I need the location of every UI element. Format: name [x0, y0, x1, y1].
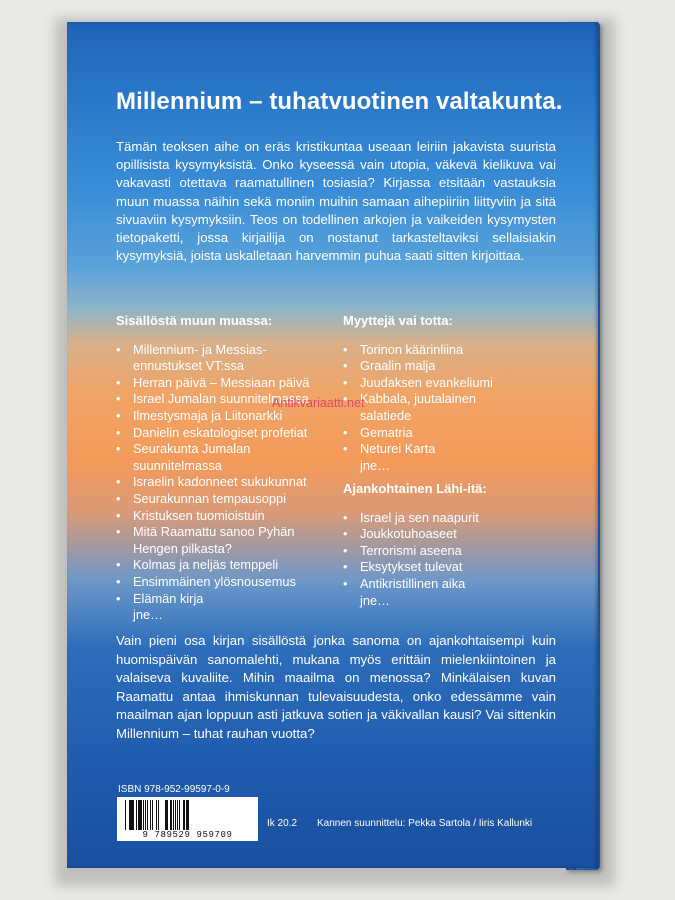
watermark-text: Antikvariaatti.net: [272, 396, 365, 410]
contents-item: • Israel Jumalan suunnitelmassa: [116, 391, 326, 408]
cover-credit: Kannen suunnittelu: Pekka Sartola / Iiris Kallunki: [317, 818, 533, 829]
middle-east-item: • Eksytykset tulevat: [343, 559, 543, 576]
contents-item: • Herran päivä – Messiaan päivä: [116, 375, 326, 392]
contents-heading: Sisällöstä muun muassa:: [116, 313, 273, 328]
contents-item: • Seurakunta Jumalan suunnitelmassa: [116, 441, 326, 474]
myths-item: • Graalin malja: [343, 358, 543, 375]
myths-item: • Kabbala, juutalainen salatiede: [343, 391, 510, 424]
myths-item: • Neturei Karta: [343, 441, 543, 458]
contents-item: • Danielin eskatologiset profetiat: [116, 425, 326, 442]
classification-code: Ik 20.2: [267, 818, 298, 829]
middle-east-item: • Joukkotuhoaseet: [343, 526, 543, 543]
isbn-label: ISBN 978-952-99597-0-9: [118, 784, 230, 795]
barcode-bar: [190, 800, 191, 830]
contents-item: • Ilmestysmaja ja Liitonarkki: [116, 408, 326, 425]
outro-paragraph: Vain pieni osa kirjan sisällöstä jonka sanoma on ajankohtaisempi kuin huomispäivän sanomalehti, mukana myös erittäin mielenkiintoinen ja valaiseva kuvaliite. Mihin maailma on menossa? Minkälaisen kuvan Raamattu antaa ihmiskunnan tulevaisuudesta, onko edessämme vain maailman ajan loppuun asti jatkuva sotien ja väkivallan kausi? Vai sittenkin Millennium – tuhat rauhan vuotta?: [116, 633, 556, 741]
contents-tail: jne…: [133, 607, 163, 623]
middle-east-item: • Israel ja sen naapurit: [343, 510, 543, 527]
contents-item: • Kolmas ja neljäs temppeli: [116, 557, 326, 574]
intro-paragraph: Tämän teoksen aihe on eräs kristikuntaa useaan leiriin jakavista suurista opillisista kysymyksistä. Onko kyseessä vain utopia, väkevä kielikuva vai vakavasti otettava raamatullinen tosiasia? Kirjassa etsitään vastauksia muun muassa näihin sekä moniin muihin samaan aihepiiriin liittyviin ja sitä sivuaviin kysymyksiin. Teos on todellinen arkojen ja vaikeiden kysymysten tietopaketti, jossa kirjailija on nostanut tarkasteltaviksi sellaisiakin kysymyksiä, joista uskalletaan harvemmin puhua saati sitten kirjoittaa.: [116, 139, 556, 264]
contents-item: • Ensimmäinen ylösnousemus: [116, 574, 326, 591]
contents-item: • Millennium- ja Messias-ennustukset VT:ssa: [116, 342, 326, 375]
contents-list: [116, 342, 326, 624]
myths-item: • Torinon käärinliina: [343, 342, 543, 359]
middle-east-list: [343, 510, 543, 610]
barcode: [117, 797, 258, 841]
myths-tail: jne…: [360, 457, 390, 473]
contents-item: • Mitä Raamattu sanoo Pyhän Hengen pilkasta?: [116, 524, 326, 557]
middle-east-column: [343, 481, 543, 609]
myths-item: • Gematria: [343, 425, 543, 442]
middle-east-tail: jne…: [360, 592, 390, 608]
middle-east-item: • Terrorismi aseena: [343, 543, 543, 560]
myths-list: [343, 342, 543, 475]
contents-column: [116, 313, 326, 624]
myths-item: • Juudaksen evankeliumi: [343, 375, 543, 392]
myths-heading: Myyttejä vai totta:: [343, 313, 453, 328]
cover-title: Millennium – tuhatvuotinen valtakunta.: [116, 88, 563, 115]
barcode-bars: [125, 800, 250, 830]
myths-column: [343, 313, 543, 474]
contents-item: • Elämän kirja: [116, 591, 326, 608]
contents-item: • Kristuksen tuomioistuin: [116, 508, 326, 525]
contents-item: • Seurakunnan tempausoppi: [116, 491, 326, 508]
barcode-number: 9 789529 959709: [142, 830, 233, 840]
middle-east-heading: Ajankohtainen Lähi-itä:: [343, 481, 487, 496]
contents-item: • Israelin kadonneet sukukunnat: [116, 474, 326, 491]
middle-east-item: • Antikristillinen aika: [343, 576, 543, 593]
